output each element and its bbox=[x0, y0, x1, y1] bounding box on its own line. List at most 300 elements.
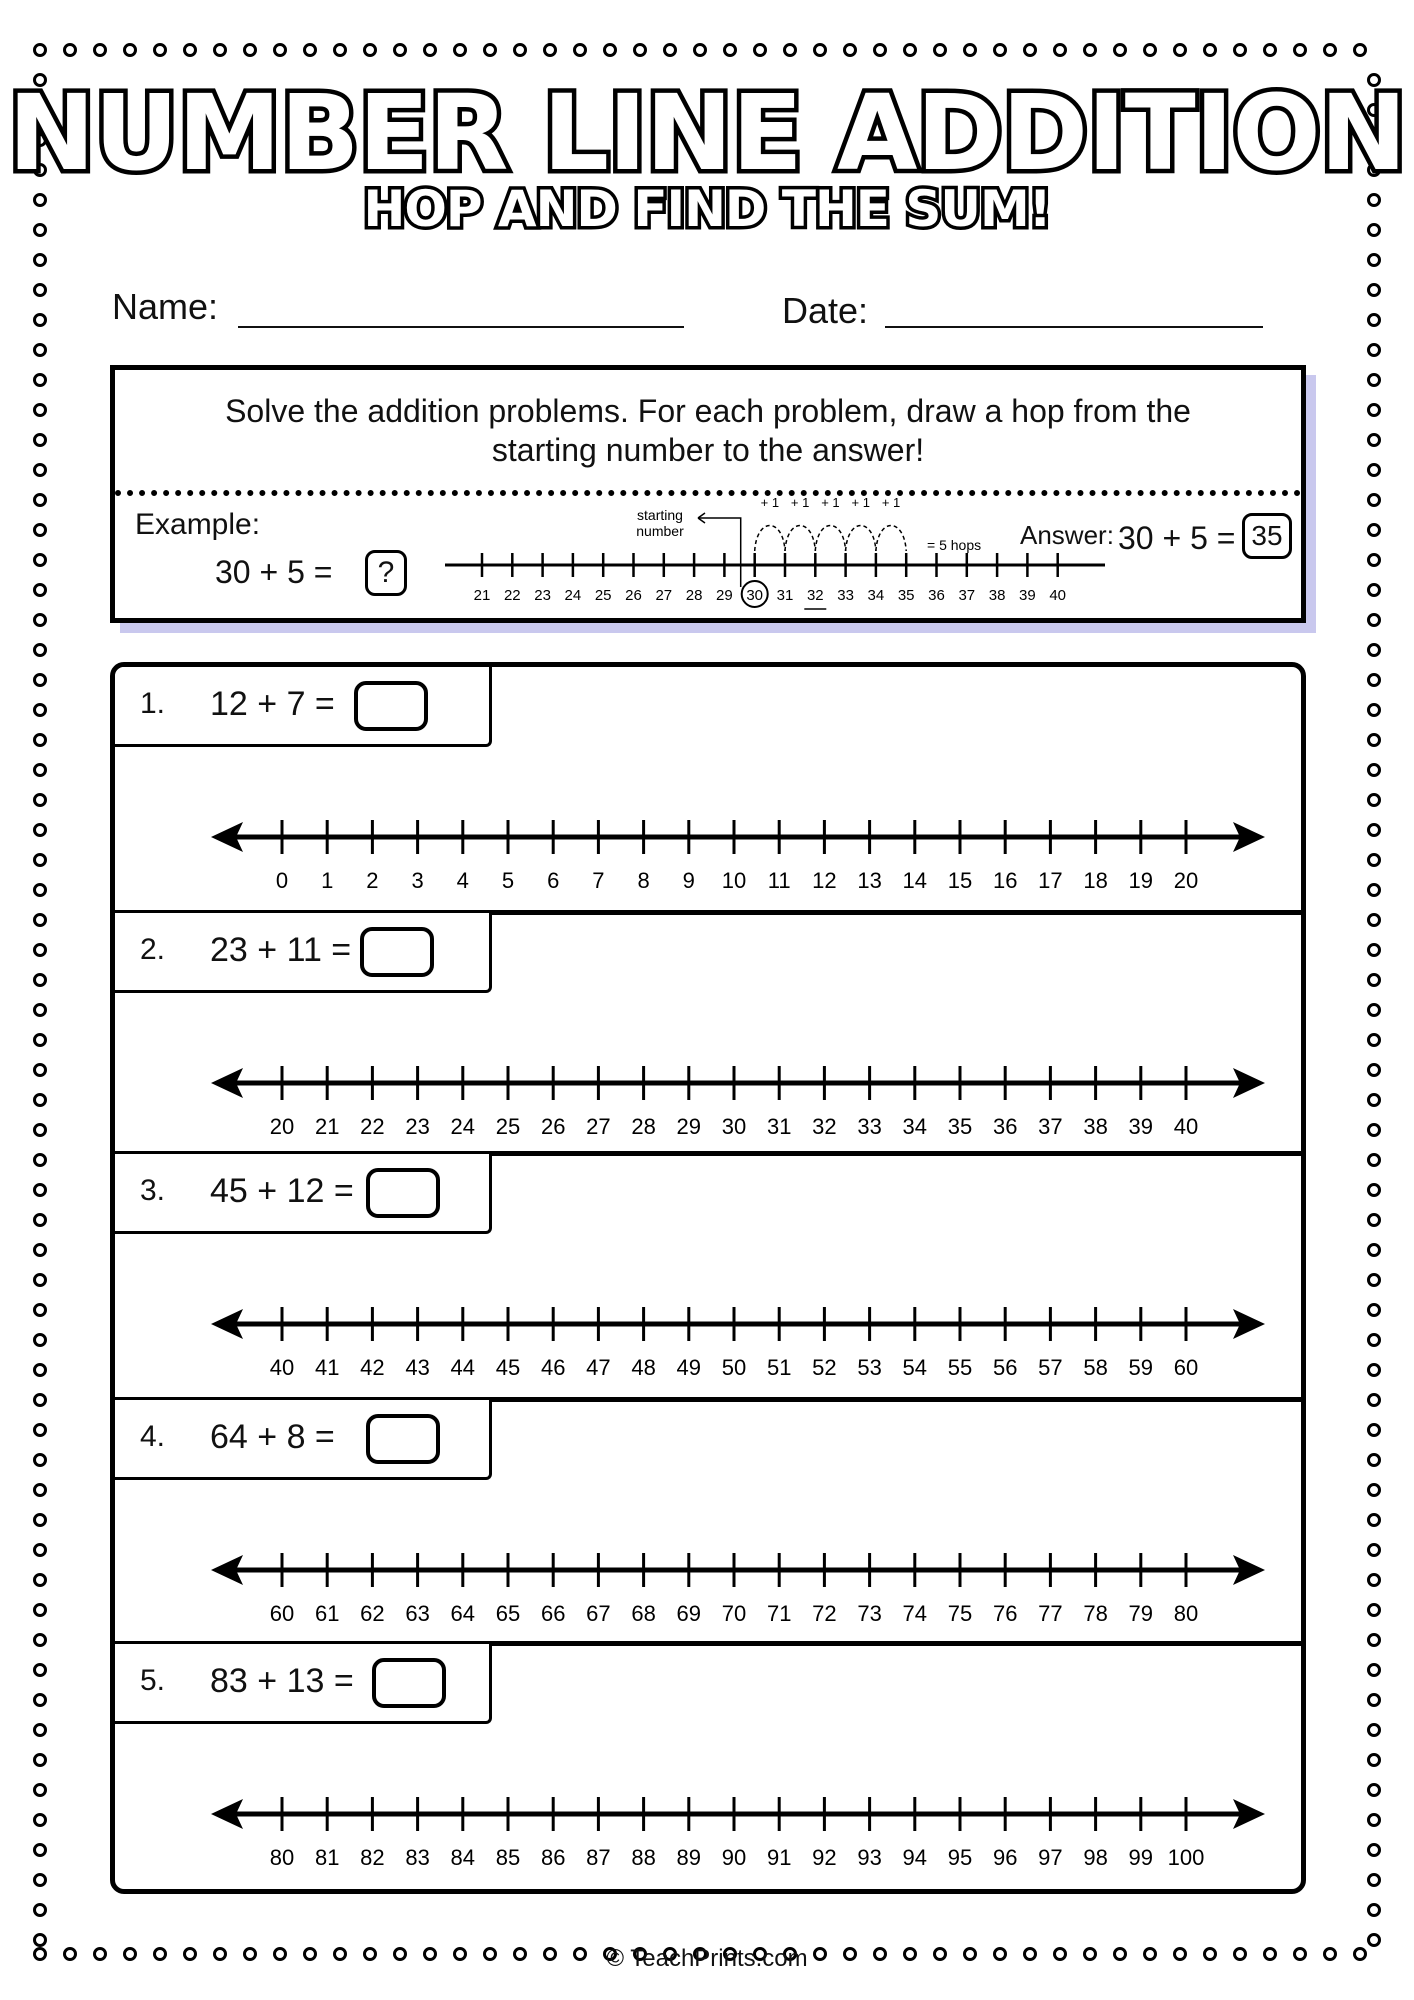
number-line-label: 62 bbox=[360, 1601, 385, 1626]
border-dot bbox=[1369, 405, 1380, 416]
number-line-label: 46 bbox=[540, 1355, 566, 1380]
example-tick-label: 37 bbox=[958, 587, 976, 604]
number-line-label: 4 bbox=[456, 868, 469, 893]
hop-label: + 1 bbox=[760, 495, 780, 510]
number-line-label: 63 bbox=[405, 1601, 430, 1626]
number-line-label: 5 bbox=[501, 868, 515, 893]
border-dot bbox=[35, 1665, 46, 1676]
border-dot bbox=[35, 1605, 46, 1616]
example-tick-label: 21 bbox=[473, 587, 491, 604]
border-dot bbox=[1369, 255, 1380, 266]
number-line-label: 86 bbox=[540, 1845, 566, 1870]
number-line-label: 23 bbox=[405, 1114, 430, 1139]
number-line-label: 52 bbox=[812, 1355, 837, 1380]
number-line-label: 98 bbox=[1083, 1845, 1108, 1870]
border-dot bbox=[1369, 555, 1380, 566]
example-tick-label: 30 bbox=[746, 587, 764, 604]
border-dot bbox=[905, 45, 916, 56]
border-dot bbox=[1369, 1035, 1380, 1046]
border-dot bbox=[1369, 885, 1380, 896]
number-line-label: 59 bbox=[1128, 1355, 1154, 1380]
example-tick-label: 31 bbox=[776, 587, 794, 604]
number-line-label: 72 bbox=[812, 1601, 837, 1626]
number-line-label: 64 bbox=[450, 1601, 476, 1626]
border-dot bbox=[35, 795, 46, 806]
number-line-label: 51 bbox=[766, 1355, 792, 1380]
number-line-label: 25 bbox=[495, 1114, 521, 1139]
example-tick-label: 33 bbox=[837, 587, 854, 604]
number-line-label: 50 bbox=[721, 1355, 747, 1380]
border-dot bbox=[1369, 1575, 1380, 1586]
number-line-label: 77 bbox=[1038, 1601, 1063, 1626]
problem-5 bbox=[115, 1644, 1301, 1889]
number-line-label: 0 bbox=[275, 868, 289, 893]
border-dot bbox=[1369, 345, 1380, 356]
border-dot bbox=[35, 495, 46, 506]
border-dot bbox=[35, 1635, 46, 1646]
border-dot bbox=[1369, 1605, 1380, 1616]
border-dot bbox=[275, 45, 286, 56]
hop-label: + 1 bbox=[881, 495, 901, 510]
pointer-line bbox=[698, 518, 741, 587]
example-tick-label: 24 bbox=[564, 587, 582, 604]
number-line-label: 91 bbox=[766, 1845, 792, 1870]
border-dot bbox=[1369, 1665, 1380, 1676]
border-dot bbox=[35, 1905, 46, 1916]
problem-equation: 45 + 12 = bbox=[210, 1172, 354, 1210]
number-line-label: 6 bbox=[547, 868, 560, 893]
border-dot bbox=[1145, 45, 1156, 56]
number-line-label: 53 bbox=[857, 1355, 882, 1380]
number-line-label: 39 bbox=[1128, 1114, 1154, 1139]
number-line-label: 89 bbox=[676, 1845, 702, 1870]
border-dot bbox=[1369, 975, 1380, 986]
hop-arc bbox=[846, 526, 876, 552]
border-dot bbox=[1369, 495, 1380, 506]
border-dot bbox=[1369, 945, 1380, 956]
number-line-label: 88 bbox=[631, 1845, 656, 1870]
border-dot bbox=[35, 1545, 46, 1556]
border-dot bbox=[35, 915, 46, 926]
number-line-label: 49 bbox=[676, 1355, 702, 1380]
border-dot bbox=[35, 1935, 46, 1946]
number-line-label: 40 bbox=[269, 1355, 295, 1380]
footer-credit: © TeachPrints.com bbox=[606, 1945, 808, 1972]
number-line-label: 20 bbox=[269, 1114, 295, 1139]
example-number-line bbox=[115, 370, 1301, 618]
border-dot bbox=[35, 1365, 46, 1376]
number-line-label: 31 bbox=[766, 1114, 792, 1139]
example-tick-label: 34 bbox=[867, 587, 885, 604]
border-dot bbox=[1369, 1215, 1380, 1226]
example-tick-label: 32 bbox=[806, 587, 824, 604]
border-dot bbox=[35, 585, 46, 596]
example-tick-label: 27 bbox=[655, 587, 673, 604]
number-line-label: 78 bbox=[1083, 1601, 1108, 1626]
starting-label: number bbox=[636, 523, 684, 539]
border-dot bbox=[1369, 1275, 1380, 1286]
hop-arc bbox=[876, 526, 906, 552]
number-line-label: 82 bbox=[360, 1845, 385, 1870]
border-dot bbox=[425, 45, 436, 56]
number-line-label: 36 bbox=[992, 1114, 1018, 1139]
border-dot bbox=[35, 555, 46, 566]
border-dot bbox=[35, 825, 46, 836]
border-dot bbox=[1369, 795, 1380, 806]
example-tick-label: 40 bbox=[1049, 587, 1067, 604]
border-dot bbox=[485, 45, 496, 56]
border-dot bbox=[1369, 1545, 1380, 1556]
border-dot bbox=[35, 645, 46, 656]
border-dot bbox=[35, 675, 46, 686]
border-dot bbox=[1369, 435, 1380, 446]
number-line-label: 8 bbox=[637, 868, 650, 893]
number-line-label: 93 bbox=[857, 1845, 882, 1870]
border-dot bbox=[1369, 1335, 1380, 1346]
border-dot bbox=[515, 45, 526, 56]
example-tick-label: 35 bbox=[897, 587, 915, 604]
border-dot bbox=[1369, 285, 1380, 296]
border-dot bbox=[785, 45, 796, 56]
answer-equation: 30 + 5 = bbox=[1118, 520, 1236, 556]
border-dot bbox=[1369, 855, 1380, 866]
answer-box: 35 bbox=[1242, 513, 1292, 559]
problem-2 bbox=[115, 913, 1301, 1154]
border-dot bbox=[35, 1455, 46, 1466]
border-dot bbox=[875, 45, 886, 56]
border-dot bbox=[965, 45, 976, 56]
border-dot bbox=[35, 1485, 46, 1496]
number-line-label: 3 bbox=[411, 868, 424, 893]
border-dot bbox=[1325, 45, 1336, 56]
border-dot bbox=[35, 1575, 46, 1586]
number-line-label: 80 bbox=[269, 1845, 295, 1870]
number-line-label: 74 bbox=[902, 1601, 928, 1626]
problem-number: 1. bbox=[140, 687, 166, 720]
number-line-label: 69 bbox=[676, 1601, 702, 1626]
number-line-label: 65 bbox=[495, 1601, 521, 1626]
border-dot bbox=[545, 45, 556, 56]
border-dot bbox=[1265, 45, 1276, 56]
border-dot bbox=[755, 45, 766, 56]
number-line-label: 24 bbox=[450, 1114, 476, 1139]
number-line-label: 79 bbox=[1128, 1601, 1154, 1626]
border-dot bbox=[1115, 45, 1126, 56]
border-dot bbox=[305, 45, 316, 56]
number-line-label: 45 bbox=[495, 1355, 521, 1380]
border-dot bbox=[1205, 45, 1216, 56]
problem-equation: 64 + 8 = bbox=[210, 1418, 335, 1456]
border-dot bbox=[1369, 1485, 1380, 1496]
problem-number: 4. bbox=[140, 1420, 166, 1453]
border-dot bbox=[35, 345, 46, 356]
border-dot bbox=[35, 1185, 46, 1196]
problem-equation: 23 + 11 = bbox=[210, 931, 352, 969]
border-dot bbox=[35, 1695, 46, 1706]
number-line bbox=[115, 667, 1301, 913]
border-dot bbox=[365, 45, 376, 56]
border-dot bbox=[935, 45, 946, 56]
border-dot bbox=[35, 885, 46, 896]
number-line-label: 75 bbox=[947, 1601, 973, 1626]
border-dot bbox=[1369, 1125, 1380, 1136]
problem-number: 2. bbox=[140, 933, 166, 966]
border-dot bbox=[1369, 615, 1380, 626]
border-dot bbox=[35, 1395, 46, 1406]
example-equation: 30 + 5 = bbox=[215, 554, 333, 590]
date-field[interactable] bbox=[885, 326, 1263, 328]
problem-number: 5. bbox=[140, 1664, 166, 1697]
number-line-label: 29 bbox=[676, 1114, 702, 1139]
number-line-label: 27 bbox=[586, 1114, 611, 1139]
number-line-label: 66 bbox=[540, 1601, 566, 1626]
border-dot bbox=[1369, 675, 1380, 686]
example-tick-label: 36 bbox=[928, 587, 945, 604]
number-line-label: 90 bbox=[721, 1845, 747, 1870]
border-dot bbox=[1369, 1065, 1380, 1076]
number-line-label: 1 bbox=[321, 868, 334, 893]
number-line-label: 81 bbox=[314, 1845, 340, 1870]
border-dot bbox=[605, 45, 616, 56]
number-line-label: 60 bbox=[1173, 1355, 1199, 1380]
border-dot bbox=[695, 45, 706, 56]
number-line-label: 97 bbox=[1038, 1845, 1063, 1870]
problems-panel bbox=[110, 662, 1306, 1894]
problem-3 bbox=[115, 1154, 1301, 1400]
border-dot bbox=[1369, 315, 1380, 326]
problem-4 bbox=[115, 1400, 1301, 1644]
border-dot bbox=[35, 1245, 46, 1256]
border-dot bbox=[35, 1815, 46, 1826]
number-line bbox=[115, 1400, 1301, 1644]
number-line-label: 80 bbox=[1173, 1601, 1199, 1626]
number-line-label: 7 bbox=[592, 868, 605, 893]
border-dot bbox=[35, 1875, 46, 1886]
border-dot bbox=[1085, 45, 1096, 56]
name-label: Name: bbox=[112, 286, 219, 327]
border-dot bbox=[1369, 1245, 1380, 1256]
problem-equation: 12 + 7 = bbox=[210, 685, 335, 723]
border-dot bbox=[1369, 1365, 1380, 1376]
number-line-label: 67 bbox=[586, 1601, 611, 1626]
number-line-label: 71 bbox=[766, 1601, 792, 1626]
border-dot bbox=[35, 1005, 46, 1016]
border-dot bbox=[1369, 465, 1380, 476]
number-line-label: 48 bbox=[631, 1355, 656, 1380]
number-line-label: 30 bbox=[721, 1114, 747, 1139]
border-dot bbox=[35, 1065, 46, 1076]
border-dot bbox=[35, 1125, 46, 1136]
border-dot bbox=[1369, 1095, 1380, 1106]
border-dot bbox=[185, 45, 196, 56]
border-dot bbox=[1175, 45, 1186, 56]
instructions: Solve the addition problems. For each problem, draw a hop from the starting number to the answer! bbox=[225, 393, 1191, 468]
border-dot bbox=[1369, 375, 1380, 386]
number-line-label: 84 bbox=[450, 1845, 476, 1870]
border-dot bbox=[35, 1275, 46, 1286]
number-line-label: 73 bbox=[857, 1601, 882, 1626]
number-line-label: 37 bbox=[1038, 1114, 1063, 1139]
border-dot bbox=[35, 1725, 46, 1736]
border-dot bbox=[1369, 1815, 1380, 1826]
number-line-label: 11 bbox=[767, 868, 791, 893]
hop-arc bbox=[755, 526, 785, 552]
border-dot bbox=[35, 765, 46, 776]
number-line-label: 26 bbox=[540, 1114, 566, 1139]
number-line-label: 2 bbox=[366, 868, 379, 893]
border-dot bbox=[1369, 645, 1380, 656]
page-subtitle: HOP AND FIND THE SUM! bbox=[363, 180, 1051, 238]
border-dot bbox=[1369, 585, 1380, 596]
border-dot bbox=[35, 375, 46, 386]
number-line-label: 87 bbox=[586, 1845, 611, 1870]
number-line-label: 13 bbox=[857, 868, 882, 893]
border-dot bbox=[1369, 1725, 1380, 1736]
border-dot bbox=[1369, 1785, 1380, 1796]
border-dot bbox=[35, 315, 46, 326]
border-dot bbox=[35, 1305, 46, 1316]
number-line-label: 41 bbox=[314, 1355, 340, 1380]
border-dot bbox=[815, 45, 826, 56]
example-tick-label: 26 bbox=[625, 587, 642, 604]
example-tick-label: 38 bbox=[988, 587, 1006, 604]
number-line-label: 34 bbox=[902, 1114, 928, 1139]
border-dot bbox=[35, 1095, 46, 1106]
number-line-label: 16 bbox=[992, 868, 1018, 893]
border-dot bbox=[1369, 1155, 1380, 1166]
border-dot bbox=[35, 525, 46, 536]
number-line-label: 17 bbox=[1038, 868, 1063, 893]
border-dot bbox=[155, 45, 166, 56]
border-dot bbox=[1369, 825, 1380, 836]
border-dot bbox=[1369, 1755, 1380, 1766]
border-dot bbox=[35, 1035, 46, 1046]
border-dot bbox=[575, 45, 586, 56]
border-dot bbox=[1369, 525, 1380, 536]
number-line-label: 92 bbox=[812, 1845, 837, 1870]
border-dot bbox=[35, 405, 46, 416]
page-title: NUMBER LINE ADDITION bbox=[8, 72, 1406, 194]
number-line-label: 18 bbox=[1083, 868, 1108, 893]
number-line-label: 38 bbox=[1083, 1114, 1108, 1139]
border-dot bbox=[1369, 1425, 1380, 1436]
number-line-label: 94 bbox=[902, 1845, 928, 1870]
border-dot bbox=[1369, 1635, 1380, 1646]
border-dot bbox=[335, 45, 346, 56]
number-line-label: 47 bbox=[586, 1355, 611, 1380]
border-dot bbox=[1369, 1695, 1380, 1706]
border-dot bbox=[725, 45, 736, 56]
border-dot bbox=[35, 1215, 46, 1226]
border-dot bbox=[35, 615, 46, 626]
border-dot bbox=[35, 945, 46, 956]
example-tick-label: 25 bbox=[594, 587, 612, 604]
number-line-label: 12 bbox=[812, 868, 837, 893]
border-dot bbox=[1369, 705, 1380, 716]
number-line bbox=[115, 1154, 1301, 1400]
number-line bbox=[115, 1644, 1301, 1889]
border-dot bbox=[35, 1845, 46, 1856]
border-dot bbox=[35, 1425, 46, 1436]
number-line-label: 44 bbox=[450, 1355, 476, 1380]
example-tick-label: 22 bbox=[503, 587, 521, 604]
number-line-label: 70 bbox=[721, 1601, 747, 1626]
border-dot bbox=[35, 465, 46, 476]
number-line-label: 32 bbox=[812, 1114, 837, 1139]
border-dot bbox=[1369, 765, 1380, 776]
number-line-label: 33 bbox=[857, 1114, 882, 1139]
number-line-label: 35 bbox=[947, 1114, 973, 1139]
border-dot bbox=[35, 735, 46, 746]
border-dot bbox=[245, 45, 256, 56]
border-dot bbox=[1369, 1455, 1380, 1466]
border-dot bbox=[1369, 1905, 1380, 1916]
hops-note: = 5 hops bbox=[927, 537, 982, 553]
border-dot bbox=[125, 45, 136, 56]
border-dot bbox=[35, 1755, 46, 1766]
border-dot bbox=[1369, 1845, 1380, 1856]
border-dot bbox=[1369, 1875, 1380, 1886]
border-dot bbox=[35, 975, 46, 986]
number-line-label: 15 bbox=[947, 868, 973, 893]
hop-arc bbox=[815, 526, 845, 552]
border-dot bbox=[665, 45, 676, 56]
number-line-label: 55 bbox=[947, 1355, 973, 1380]
number-line-label: 43 bbox=[405, 1355, 430, 1380]
border-dot bbox=[395, 45, 406, 56]
border-dot bbox=[1369, 915, 1380, 926]
border-dot bbox=[1369, 1005, 1380, 1016]
number-line-label: 9 bbox=[682, 868, 695, 893]
number-line-label: 100 bbox=[1167, 1845, 1205, 1870]
number-line-label: 58 bbox=[1083, 1355, 1108, 1380]
number-line-label: 54 bbox=[902, 1355, 928, 1380]
example-tick-label: 28 bbox=[685, 587, 703, 604]
number-line-label: 14 bbox=[902, 868, 928, 893]
number-line-label: 42 bbox=[360, 1355, 385, 1380]
name-field[interactable] bbox=[238, 326, 684, 328]
example-question-box: ? bbox=[365, 550, 407, 596]
border-dot bbox=[1369, 735, 1380, 746]
example-panel bbox=[110, 365, 1306, 623]
number-line-label: 57 bbox=[1038, 1355, 1063, 1380]
problem-number: 3. bbox=[140, 1174, 166, 1207]
example-tick-label: 39 bbox=[1019, 587, 1036, 604]
border-dot bbox=[635, 45, 646, 56]
number-line-label: 56 bbox=[992, 1355, 1018, 1380]
border-dot bbox=[35, 285, 46, 296]
number-line-label: 28 bbox=[631, 1114, 656, 1139]
hop-label: + 1 bbox=[851, 495, 870, 510]
border-dot bbox=[1235, 45, 1246, 56]
border-dot bbox=[1369, 1935, 1380, 1946]
border-dot bbox=[35, 1155, 46, 1166]
border-dot bbox=[35, 855, 46, 866]
answer-label: Answer: bbox=[1020, 520, 1114, 550]
number-line-label: 10 bbox=[721, 868, 747, 893]
border-dot bbox=[1369, 1395, 1380, 1406]
border-dot bbox=[35, 705, 46, 716]
border-dot bbox=[845, 45, 856, 56]
border-dot bbox=[35, 1335, 46, 1346]
number-line-label: 60 bbox=[269, 1601, 295, 1626]
border-dot bbox=[35, 1785, 46, 1796]
problem-equation: 83 + 13 = bbox=[210, 1662, 354, 1700]
number-line-label: 61 bbox=[314, 1601, 340, 1626]
number-line-label: 99 bbox=[1128, 1845, 1154, 1870]
number-line-label: 83 bbox=[405, 1845, 430, 1870]
border-dot bbox=[65, 45, 76, 56]
